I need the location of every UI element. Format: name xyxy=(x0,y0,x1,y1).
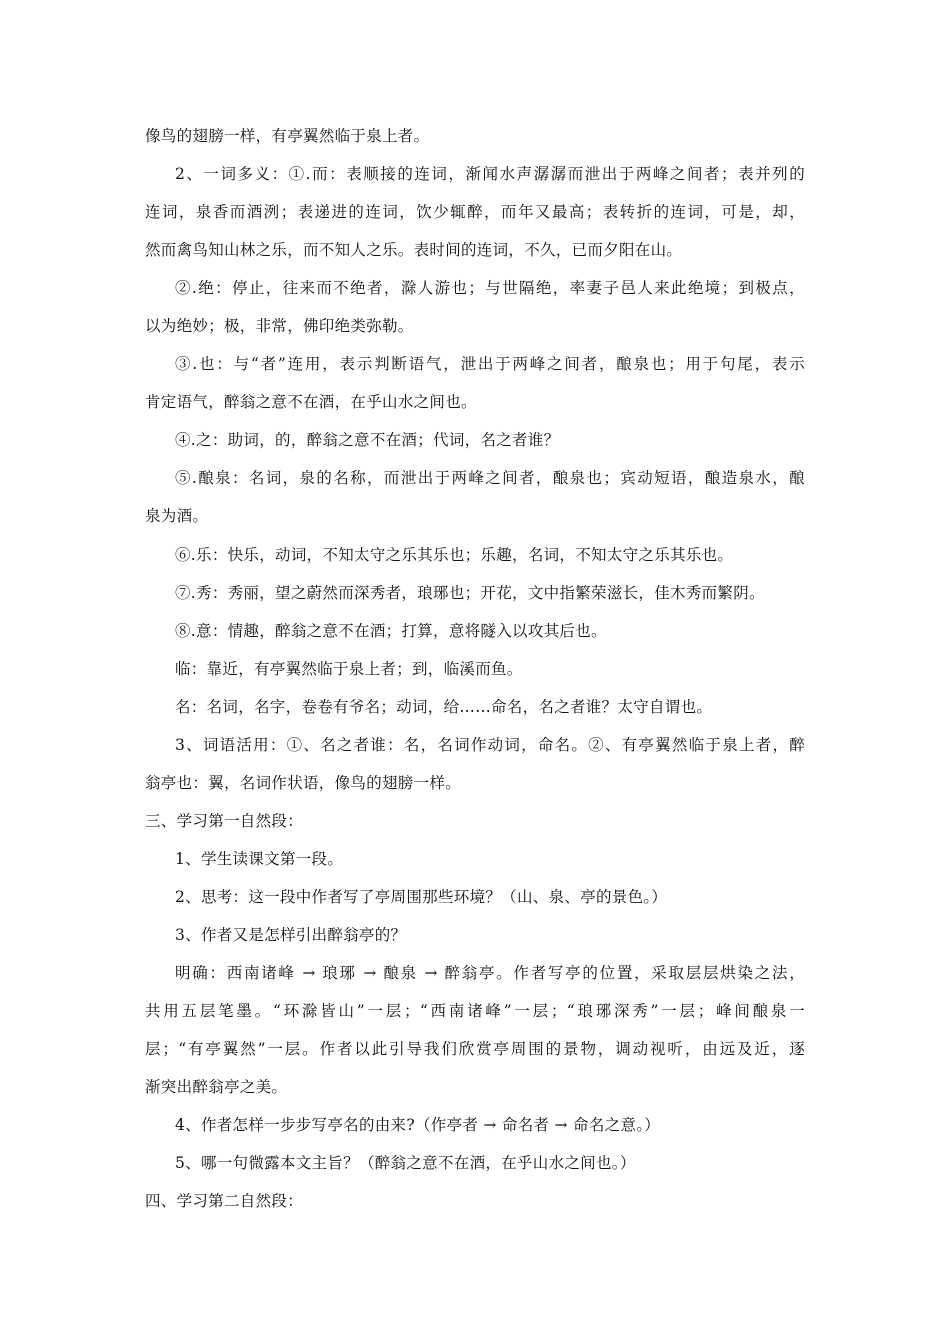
text-line: ⑧.意：情趣，醉翁之意不在酒；打算，意将隧入以攻其后也。 xyxy=(175,622,607,640)
text-line: 3、作者又是怎样引出醉翁亭的？ xyxy=(175,926,407,944)
text-line: 渐突出醉翁亭之美。 xyxy=(145,1078,288,1096)
text-line: 3、词语活用：①、名之者谁：名，名词作动词，命名。②、有亭翼然临于泉上者，醉 xyxy=(175,736,805,754)
text-line: ⑥.乐：快乐，动词，不知太守之乐其乐也；乐趣，名词，不知太守之乐其乐也。 xyxy=(175,546,734,564)
text-line: 明确：西南诸峰 → 琅琊 → 酿泉 → 醉翁亭。作者写亭的位置，采取层层烘染之法， xyxy=(175,964,805,982)
text-line: 泉为酒。 xyxy=(145,507,209,525)
text-line: 像鸟的翅膀一样，有亭翼然临于泉上者。 xyxy=(145,127,430,145)
text-line: 层；“有亭翼然”一层。作者以此引导我们欣赏亭周围的景物，调动视听，由远及近，逐 xyxy=(145,1040,805,1058)
text-line: 2、一词多义：①.而：表顺接的连词，渐闻水声潺潺而泄出于两峰之间者；表并列的 xyxy=(175,165,805,183)
text-line: 1、学生读课文第一段。 xyxy=(175,850,344,868)
text-line: ⑤.酿泉：名词，泉的名称，而泄出于两峰之间者，酿泉也；宾动短语，酿造泉水，酿 xyxy=(175,469,805,487)
section-heading: 三、学习第一自然段： xyxy=(145,812,304,830)
text-line: 连词，泉香而酒洌；表递进的连词，饮少辄醉，而年又最高；表转折的连词，可是，却， xyxy=(145,203,805,221)
text-line: ⑦.秀：秀丽，望之蔚然而深秀者，琅琊也；开花，文中指繁荣滋长，佳木秀而繁阴。 xyxy=(175,584,765,602)
text-line: 名：名词，名字，卷卷有爷名；动词，给……命名，名之者谁？太守自谓也。 xyxy=(175,698,713,716)
text-line: 以为绝妙；极，非常，佛印绝类弥勒。 xyxy=(145,317,414,335)
text-line: 临：靠近，有亭翼然临于泉上者；到，临溪而鱼。 xyxy=(175,660,523,678)
text-line: ②.绝：停止，往来而不绝者，滁人游也；与世隔绝，率妻子邑人来此绝境；到极点， xyxy=(175,279,805,297)
section-heading: 四、学习第二自然段： xyxy=(145,1192,304,1210)
text-line: 5、哪一句微露本文主旨？（醉翁之意不在酒，在乎山水之间也。） xyxy=(175,1154,636,1172)
text-line: 2、思考：这一段中作者写了亭周围那些环境？（山、泉、亭的景色。） xyxy=(175,888,668,906)
text-line: ④.之：助词，的，醉翁之意不在酒；代词，名之者谁？ xyxy=(175,431,560,449)
text-line: 肯定语气，醉翁之意不在酒，在乎山水之间也。 xyxy=(145,393,477,411)
text-line: 4、作者怎样一步步写亭名的由来?（作亭者 → 命名者 → 命名之意。） xyxy=(175,1116,661,1134)
text-line: 翁亭也：翼，名词作状语，像鸟的翅膀一样。 xyxy=(145,774,462,792)
text-line: 共用五层笔墨。“环滁皆山”一层；“西南诸峰”一层；“琅琊深秀”一层；峰间酿泉一 xyxy=(145,1002,805,1020)
text-line: 然而禽鸟知山林之乐，而不知人之乐。表时间的连词，不久，已而夕阳在山。 xyxy=(145,241,683,259)
text-line: ③.也：与“者”连用，表示判断语气，泄出于两峰之间者，酿泉也；用于句尾，表示 xyxy=(175,355,805,373)
